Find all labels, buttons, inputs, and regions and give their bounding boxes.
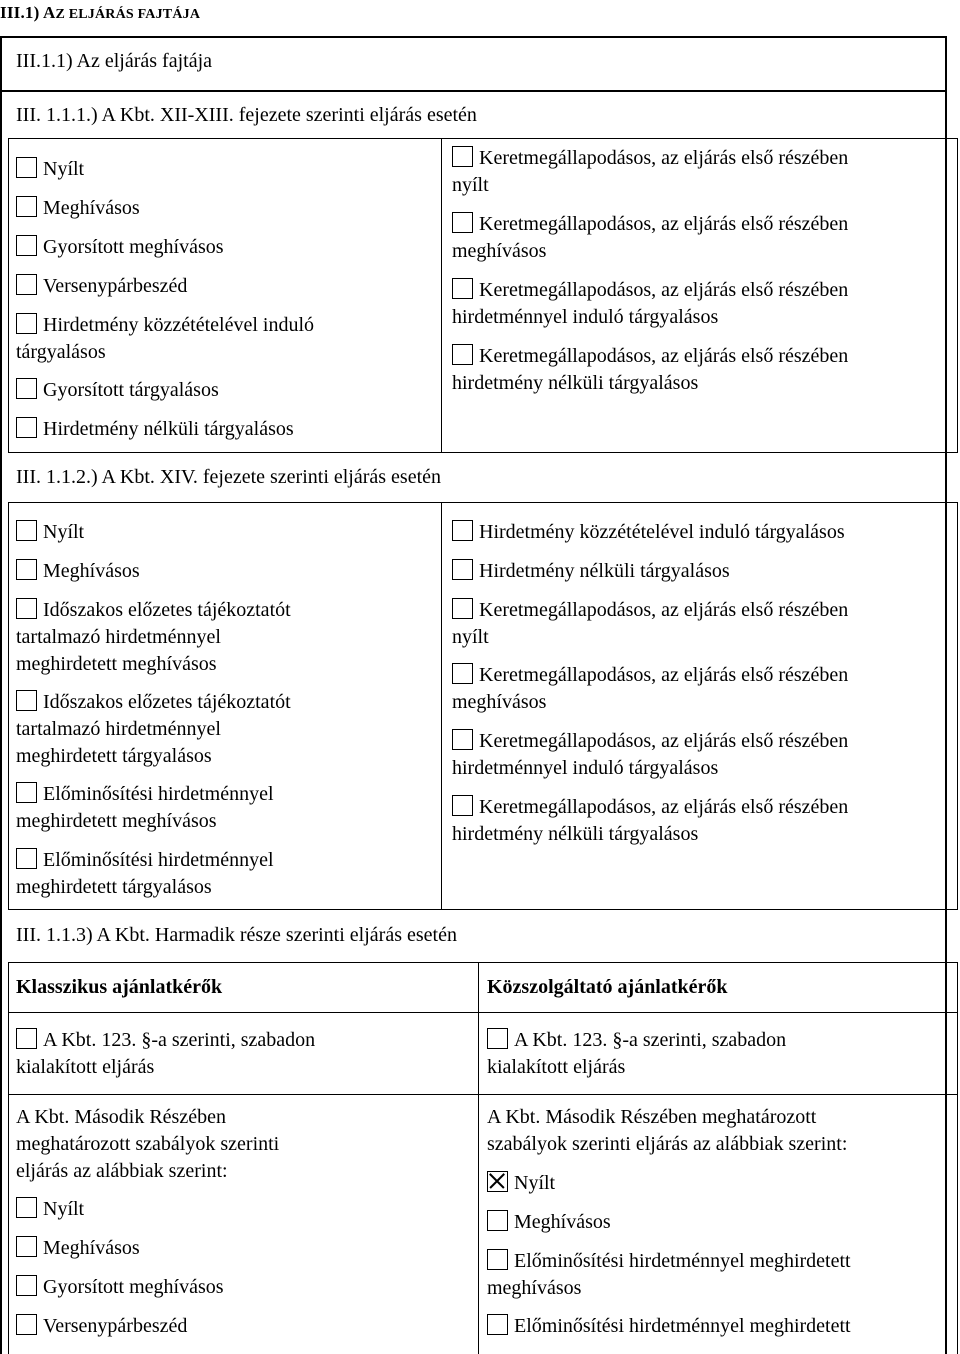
option-label: hirdetménnyel induló tárgyalásos <box>452 306 719 328</box>
classic-description: meghatározott szabályok szerinti <box>16 1133 280 1155</box>
checkbox[interactable] <box>16 520 37 541</box>
checkbox[interactable] <box>487 1249 508 1270</box>
utility-procedure-option[interactable] <box>487 1248 947 1302</box>
option-label: Előminősítési hirdetménnyel meghirdetett <box>514 1250 851 1272</box>
checkbox[interactable] <box>16 235 37 256</box>
checkbox[interactable] <box>16 1275 37 1296</box>
option-label: Keretmegállapodásos, az eljárás első részében <box>479 599 849 621</box>
checkbox[interactable] <box>16 196 37 217</box>
sub1-framework-option[interactable] <box>452 343 932 397</box>
option-label: A Kbt. 123. §-a szerinti, szabadon <box>43 1029 316 1051</box>
option-label: Versenypárbeszéd <box>43 275 188 297</box>
sub2-option[interactable] <box>452 519 932 546</box>
checkbox[interactable] <box>16 378 37 399</box>
option-label: tartalmazó hirdetménnyel <box>16 718 221 740</box>
checkbox[interactable] <box>452 212 473 233</box>
sub1-option[interactable] <box>16 416 294 443</box>
checkbox[interactable] <box>16 559 37 580</box>
checkbox[interactable] <box>16 1236 37 1257</box>
option-label: Hirdetmény nélküli tárgyalásos <box>43 418 294 440</box>
checkbox[interactable] <box>16 313 37 334</box>
sub1-option[interactable] <box>16 195 140 222</box>
sub2-option[interactable] <box>452 662 932 716</box>
utility-123-option[interactable] <box>487 1027 786 1081</box>
sub1-divider <box>441 138 442 453</box>
sub2-option[interactable] <box>16 519 436 546</box>
checkbox[interactable] <box>16 1314 37 1335</box>
option-label: Nyílt <box>514 1172 556 1194</box>
option-label: meghívásos <box>452 691 547 713</box>
classic-procedure-option[interactable] <box>16 1196 84 1223</box>
option-label: Hirdetmény nélküli tárgyalásos <box>479 560 730 582</box>
checkbox[interactable] <box>452 278 473 299</box>
option-label: Versenypárbeszéd <box>43 1315 188 1337</box>
checkbox[interactable] <box>16 157 37 178</box>
sub2-option[interactable] <box>452 794 932 848</box>
classic-description: A Kbt. Második Részében <box>16 1106 226 1128</box>
option-label: Keretmegállapodásos, az eljárás első részében <box>479 345 849 367</box>
option-label: meghirdetett tárgyalásos <box>16 876 212 898</box>
checkbox[interactable] <box>452 598 473 619</box>
classic-description: eljárás az alábbiak szerint: <box>16 1160 228 1182</box>
checkbox[interactable] <box>16 598 37 619</box>
sub1-heading: III. 1.1.1.) A Kbt. XII-XIII. fejezete szerinti eljárás esetén <box>16 104 477 126</box>
sub1-option-continuation: tárgyalásos <box>16 341 106 363</box>
sub1-option[interactable] <box>16 156 84 183</box>
classic-title: Klasszikus ajánlatkérők <box>16 976 223 998</box>
sub3-header-divider <box>8 1012 958 1013</box>
option-label: Keretmegállapodásos, az eljárás első részében <box>479 796 849 818</box>
option-label: kialakított eljárás <box>16 1056 155 1078</box>
option-label: meghirdetett tárgyalásos <box>16 745 212 767</box>
checkbox[interactable] <box>16 782 37 803</box>
checkbox[interactable] <box>452 520 473 541</box>
option-label: Előminősítési hirdetménnyel <box>43 783 274 805</box>
checkbox[interactable] <box>452 795 473 816</box>
option-label: Keretmegállapodásos, az eljárás első részében <box>479 213 849 235</box>
option-label: tartalmazó hirdetménnyel <box>16 626 221 648</box>
option-label: A Kbt. 123. §-a szerinti, szabadon <box>514 1029 787 1051</box>
sub2-option[interactable] <box>16 689 436 770</box>
option-label: meghívásos <box>487 1277 582 1299</box>
utility-title: Közszolgáltató ajánlatkérők <box>487 976 728 998</box>
classic-123-option[interactable] <box>16 1027 315 1081</box>
option-label: Meghívásos <box>43 197 140 219</box>
checkbox[interactable] <box>487 1171 508 1192</box>
sub1-framework-option[interactable] <box>452 145 932 199</box>
option-label: meghirdetett meghívásos <box>16 810 217 832</box>
utility-procedure-option[interactable] <box>487 1170 555 1197</box>
checkbox[interactable] <box>16 1028 37 1049</box>
box-title: III.1.1) Az eljárás fajtája <box>16 50 213 72</box>
option-label: meghívásos <box>452 240 547 262</box>
option-label: Meghívásos <box>43 1237 140 1259</box>
sub1-option[interactable] <box>16 312 314 339</box>
checkbox[interactable] <box>16 690 37 711</box>
section-heading: III.1) AZ ELJÁRÁS FAJTÁJA <box>0 3 201 22</box>
utility-description: szabályok szerinti eljárás az alábbiak szerint: <box>487 1133 848 1155</box>
checkbox[interactable] <box>487 1314 508 1335</box>
sub1-framework-option[interactable] <box>452 211 932 265</box>
title-divider <box>0 90 947 92</box>
option-label: Előminősítési hirdetménnyel meghirdetett <box>514 1315 851 1337</box>
checkbox[interactable] <box>452 344 473 365</box>
option-label: Időszakos előzetes tájékoztatót <box>43 599 291 621</box>
option-label: Nyílt <box>43 1198 85 1220</box>
option-label: Nyílt <box>43 521 85 543</box>
utility-procedure-option[interactable] <box>487 1313 851 1340</box>
option-label: kialakított eljárás <box>487 1056 626 1078</box>
checkbox[interactable] <box>487 1028 508 1049</box>
checkbox[interactable] <box>452 663 473 684</box>
sub3-123-divider <box>8 1094 958 1095</box>
checkbox[interactable] <box>16 1197 37 1218</box>
option-label: hirdetménnyel induló tárgyalásos <box>452 757 719 779</box>
option-label: Időszakos előzetes tájékoztatót <box>43 691 291 713</box>
checkbox[interactable] <box>16 274 37 295</box>
sub2-divider <box>441 502 442 910</box>
sub2-option[interactable] <box>452 728 932 782</box>
classic-procedure-option[interactable] <box>16 1274 224 1301</box>
option-label: Nyílt <box>43 158 85 180</box>
classic-procedure-option[interactable] <box>16 1313 187 1340</box>
utility-procedure-option[interactable] <box>487 1209 611 1236</box>
checkbox[interactable] <box>16 848 37 869</box>
checkbox[interactable] <box>452 729 473 750</box>
utility-description: A Kbt. Második Részében meghatározott <box>487 1106 817 1128</box>
option-label: Hirdetmény közzétételével induló tárgyalásos <box>479 521 845 543</box>
option-label: nyílt <box>452 174 489 196</box>
option-label: Meghívásos <box>514 1211 611 1233</box>
option-label: Gyorsított meghívásos <box>43 236 224 258</box>
sub1-option[interactable] <box>16 377 219 404</box>
sub3-divider <box>478 962 479 1354</box>
option-label: Meghívásos <box>43 560 140 582</box>
sub3-heading: III. 1.1.3) A Kbt. Harmadik része szerinti eljárás esetén <box>16 924 457 946</box>
option-label: Keretmegállapodásos, az eljárás első részében <box>479 730 849 752</box>
sub1-option[interactable] <box>16 234 224 261</box>
option-label: Előminősítési hirdetménnyel <box>43 849 274 871</box>
checkbox[interactable] <box>452 559 473 580</box>
sub1-framework-option[interactable] <box>452 277 932 331</box>
checkbox[interactable] <box>16 417 37 438</box>
classic-procedure-option[interactable] <box>16 1235 140 1262</box>
sub2-option[interactable] <box>16 597 436 678</box>
sub2-heading: III. 1.1.2.) A Kbt. XIV. fejezete szerinti eljárás esetén <box>16 466 442 488</box>
option-label: nyílt <box>452 626 489 648</box>
sub1-option[interactable] <box>16 273 187 300</box>
sub2-option[interactable] <box>452 597 932 651</box>
sub2-option[interactable] <box>16 558 436 585</box>
option-label: Keretmegállapodásos, az eljárás első részében <box>479 664 849 686</box>
checkbox[interactable] <box>452 146 473 167</box>
sub2-option[interactable] <box>16 847 436 901</box>
option-label: Gyorsított tárgyalásos <box>43 379 219 401</box>
option-label: Keretmegállapodásos, az eljárás első részében <box>479 279 849 301</box>
checkbox[interactable] <box>487 1210 508 1231</box>
option-label: Gyorsított meghívásos <box>43 1276 224 1298</box>
option-label: Hirdetmény közzétételével induló <box>43 314 315 336</box>
option-label: hirdetmény nélküli tárgyalásos <box>452 823 699 845</box>
sub2-option[interactable] <box>452 558 932 585</box>
option-label: hirdetmény nélküli tárgyalásos <box>452 372 699 394</box>
option-label: Keretmegállapodásos, az eljárás első részében <box>479 147 849 169</box>
sub2-option[interactable] <box>16 781 436 835</box>
option-label: meghirdetett meghívásos <box>16 653 217 675</box>
